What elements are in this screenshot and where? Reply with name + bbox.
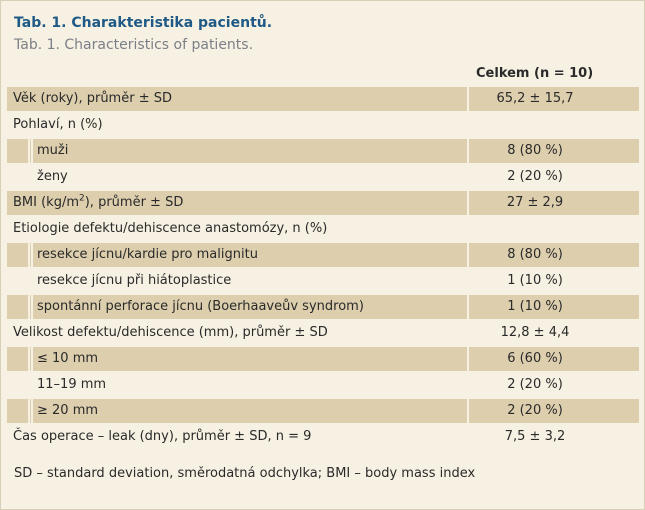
row-value: 2 (20 %) (507, 169, 563, 184)
row-label: Věk (roky), průměr ± SD (13, 91, 172, 106)
row-value: 27 ± 2,9 (506, 195, 564, 210)
column-divider (467, 347, 469, 371)
row-value: 2 (20 %) (507, 403, 563, 418)
table-row-resection-malignancy (7, 243, 639, 269)
row-label: resekce jícnu/kardie pro malignitu (31, 243, 258, 267)
table-row-sex (7, 113, 639, 139)
column-divider (467, 399, 469, 423)
row-label: ≥ 20 mm (31, 399, 98, 423)
superscript: 2 (79, 193, 85, 204)
row-label: ≤ 10 mm (31, 347, 98, 371)
row-value: 2 (20 %) (507, 377, 563, 392)
row-value: 65,2 ± 15,7 (496, 91, 574, 106)
row-label: Pohlaví, n (%) (13, 117, 103, 132)
column-divider (467, 139, 469, 163)
row-value: 8 (80 %) (507, 143, 563, 158)
table-row-women (7, 165, 639, 191)
column-divider (467, 87, 469, 111)
table-title-czech: Tab. 1. Charakteristika pacientů. (14, 15, 273, 31)
column-header-total: Celkem (n = 10) (476, 66, 594, 81)
row-label: ženy (31, 165, 68, 189)
row-value: 1 (10 %) (507, 299, 563, 314)
row-label: spontánní perforace jícnu (Boerhaaveův syndrom) (31, 295, 364, 319)
row-value: 12,8 ± 4,4 (500, 325, 570, 340)
row-value: 7,5 ± 3,2 (504, 429, 566, 444)
row-label-part: ), průměr ± SD (84, 195, 184, 210)
row-value: 8 (80 %) (507, 247, 563, 262)
row-label: muži (31, 139, 68, 163)
column-divider (467, 243, 469, 267)
row-value: 1 (10 %) (507, 273, 563, 288)
table-row-size-11-19 (7, 373, 639, 399)
table-footnote: SD – standard deviation, směrodatná odchylka; BMI – body mass index (14, 466, 476, 481)
row-label: 11–19 mm (31, 373, 106, 397)
table-row-time-to-leak (7, 425, 639, 451)
row-label: Etiologie defektu/dehiscence anastomózy, n (%) (13, 221, 328, 236)
row-label: Velikost defektu/dehiscence (mm), průměr ± SD (13, 325, 328, 340)
row-label (13, 191, 183, 215)
table-row-size-le-10 (7, 347, 639, 373)
patient-characteristics-table (7, 87, 639, 451)
row-label-part: BMI (kg/m (13, 195, 79, 210)
column-divider (467, 191, 469, 215)
table-row-etiology (7, 217, 639, 243)
row-label: Čas operace – leak (dny), průměr ± SD, n = 9 (13, 429, 312, 444)
table-row-defect-size (7, 321, 639, 347)
row-value: 6 (60 %) (507, 351, 563, 366)
row-label: resekce jícnu při hiátoplastice (31, 269, 231, 293)
table-title-english: Tab. 1. Characteristics of patients. (14, 37, 254, 53)
table-row-men (7, 139, 639, 165)
table-row-bmi (7, 191, 639, 217)
column-divider (467, 295, 469, 319)
table-row-spontaneous-perforation (7, 295, 639, 321)
table-row-resection-hiatoplasty (7, 269, 639, 295)
table-row-size-ge-20 (7, 399, 639, 425)
table-row-age (7, 87, 639, 113)
